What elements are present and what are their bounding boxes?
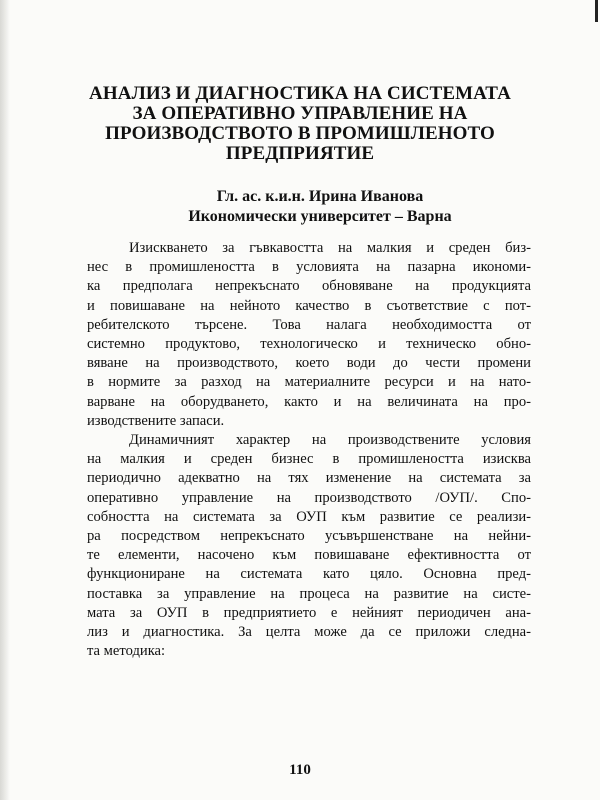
author-affiliation: Икономически университет – Варна — [188, 208, 452, 225]
text-line: лиз и диагностика. За целта може да се приложи следна- — [87, 624, 531, 641]
text-line: изводствените запаси. — [87, 412, 225, 429]
paragraph-2 — [87, 431, 531, 661]
article-body — [87, 239, 531, 661]
paragraph-1 — [87, 239, 531, 431]
article-title — [80, 84, 520, 164]
text-line: нес в промишлеността в условията на пазарна икономи- — [87, 259, 531, 276]
text-line: собността на системата за ОУП към развитие се реализи- — [87, 508, 531, 525]
text-line: в нормите за разход на материалните ресурси и на нато- — [87, 374, 531, 391]
scan-edge-shadow — [0, 0, 10, 800]
title-line: ПРОИЗВОДСТВОТО В ПРОМИШЛЕНОТО — [105, 123, 495, 144]
text-line: мата за ОУП в предприятието е нейният периодичен ана- — [87, 604, 531, 621]
text-line: та методика: — [87, 643, 166, 660]
title-line: ПРЕДПРИЯТИЕ — [225, 143, 375, 164]
text-line: те елементи, насочено към повишаване ефективността от — [87, 547, 531, 564]
title-line: ЗА ОПЕРАТИВНО УПРАВЛЕНИЕ НА — [132, 103, 468, 124]
scan-mark — [595, 0, 598, 22]
text-line: оперативно управление на производството /ОУП/. Спо- — [87, 489, 531, 506]
text-line: Динамичният характер на производствените условия — [129, 432, 531, 449]
page-number: 110 — [289, 762, 311, 778]
text-line: Изискването за гъвкавостта на малкия и среден биз- — [129, 240, 531, 256]
text-line: и повишаване на нейното качество в съответствие с пот- — [87, 297, 531, 314]
text-line: периодично адекватно на тях изменение на системата за — [87, 470, 531, 487]
author-block — [160, 187, 480, 227]
text-line: поставка за управление на процеса на развитие на систе- — [87, 585, 531, 602]
text-line: ра посредством непрекъснато усъвършенстване на нейни- — [87, 528, 531, 545]
author-name: Гл. ас. к.и.н. Ирина Иванова — [216, 188, 424, 205]
text-line: варване на оборудването, както и на величината на про- — [87, 393, 531, 410]
text-line: ка предполага непрекъснато обновяване на продукцията — [87, 278, 531, 295]
text-line: вяване на производството, което води до чести промени — [87, 355, 531, 372]
text-line: ребителското търсене. Това налага необходимостта от — [87, 316, 531, 333]
text-line: системно продуктово, технологическо и техническо обно- — [87, 336, 531, 353]
text-line: функциониране на системата като цяло. Основна пред- — [87, 566, 531, 583]
title-line: АНАЛИЗ И ДИАГНОСТИКА НА СИСТЕМАТА — [89, 83, 511, 104]
text-line: на малкия и среден бизнес в промишлеността изисква — [87, 451, 531, 468]
